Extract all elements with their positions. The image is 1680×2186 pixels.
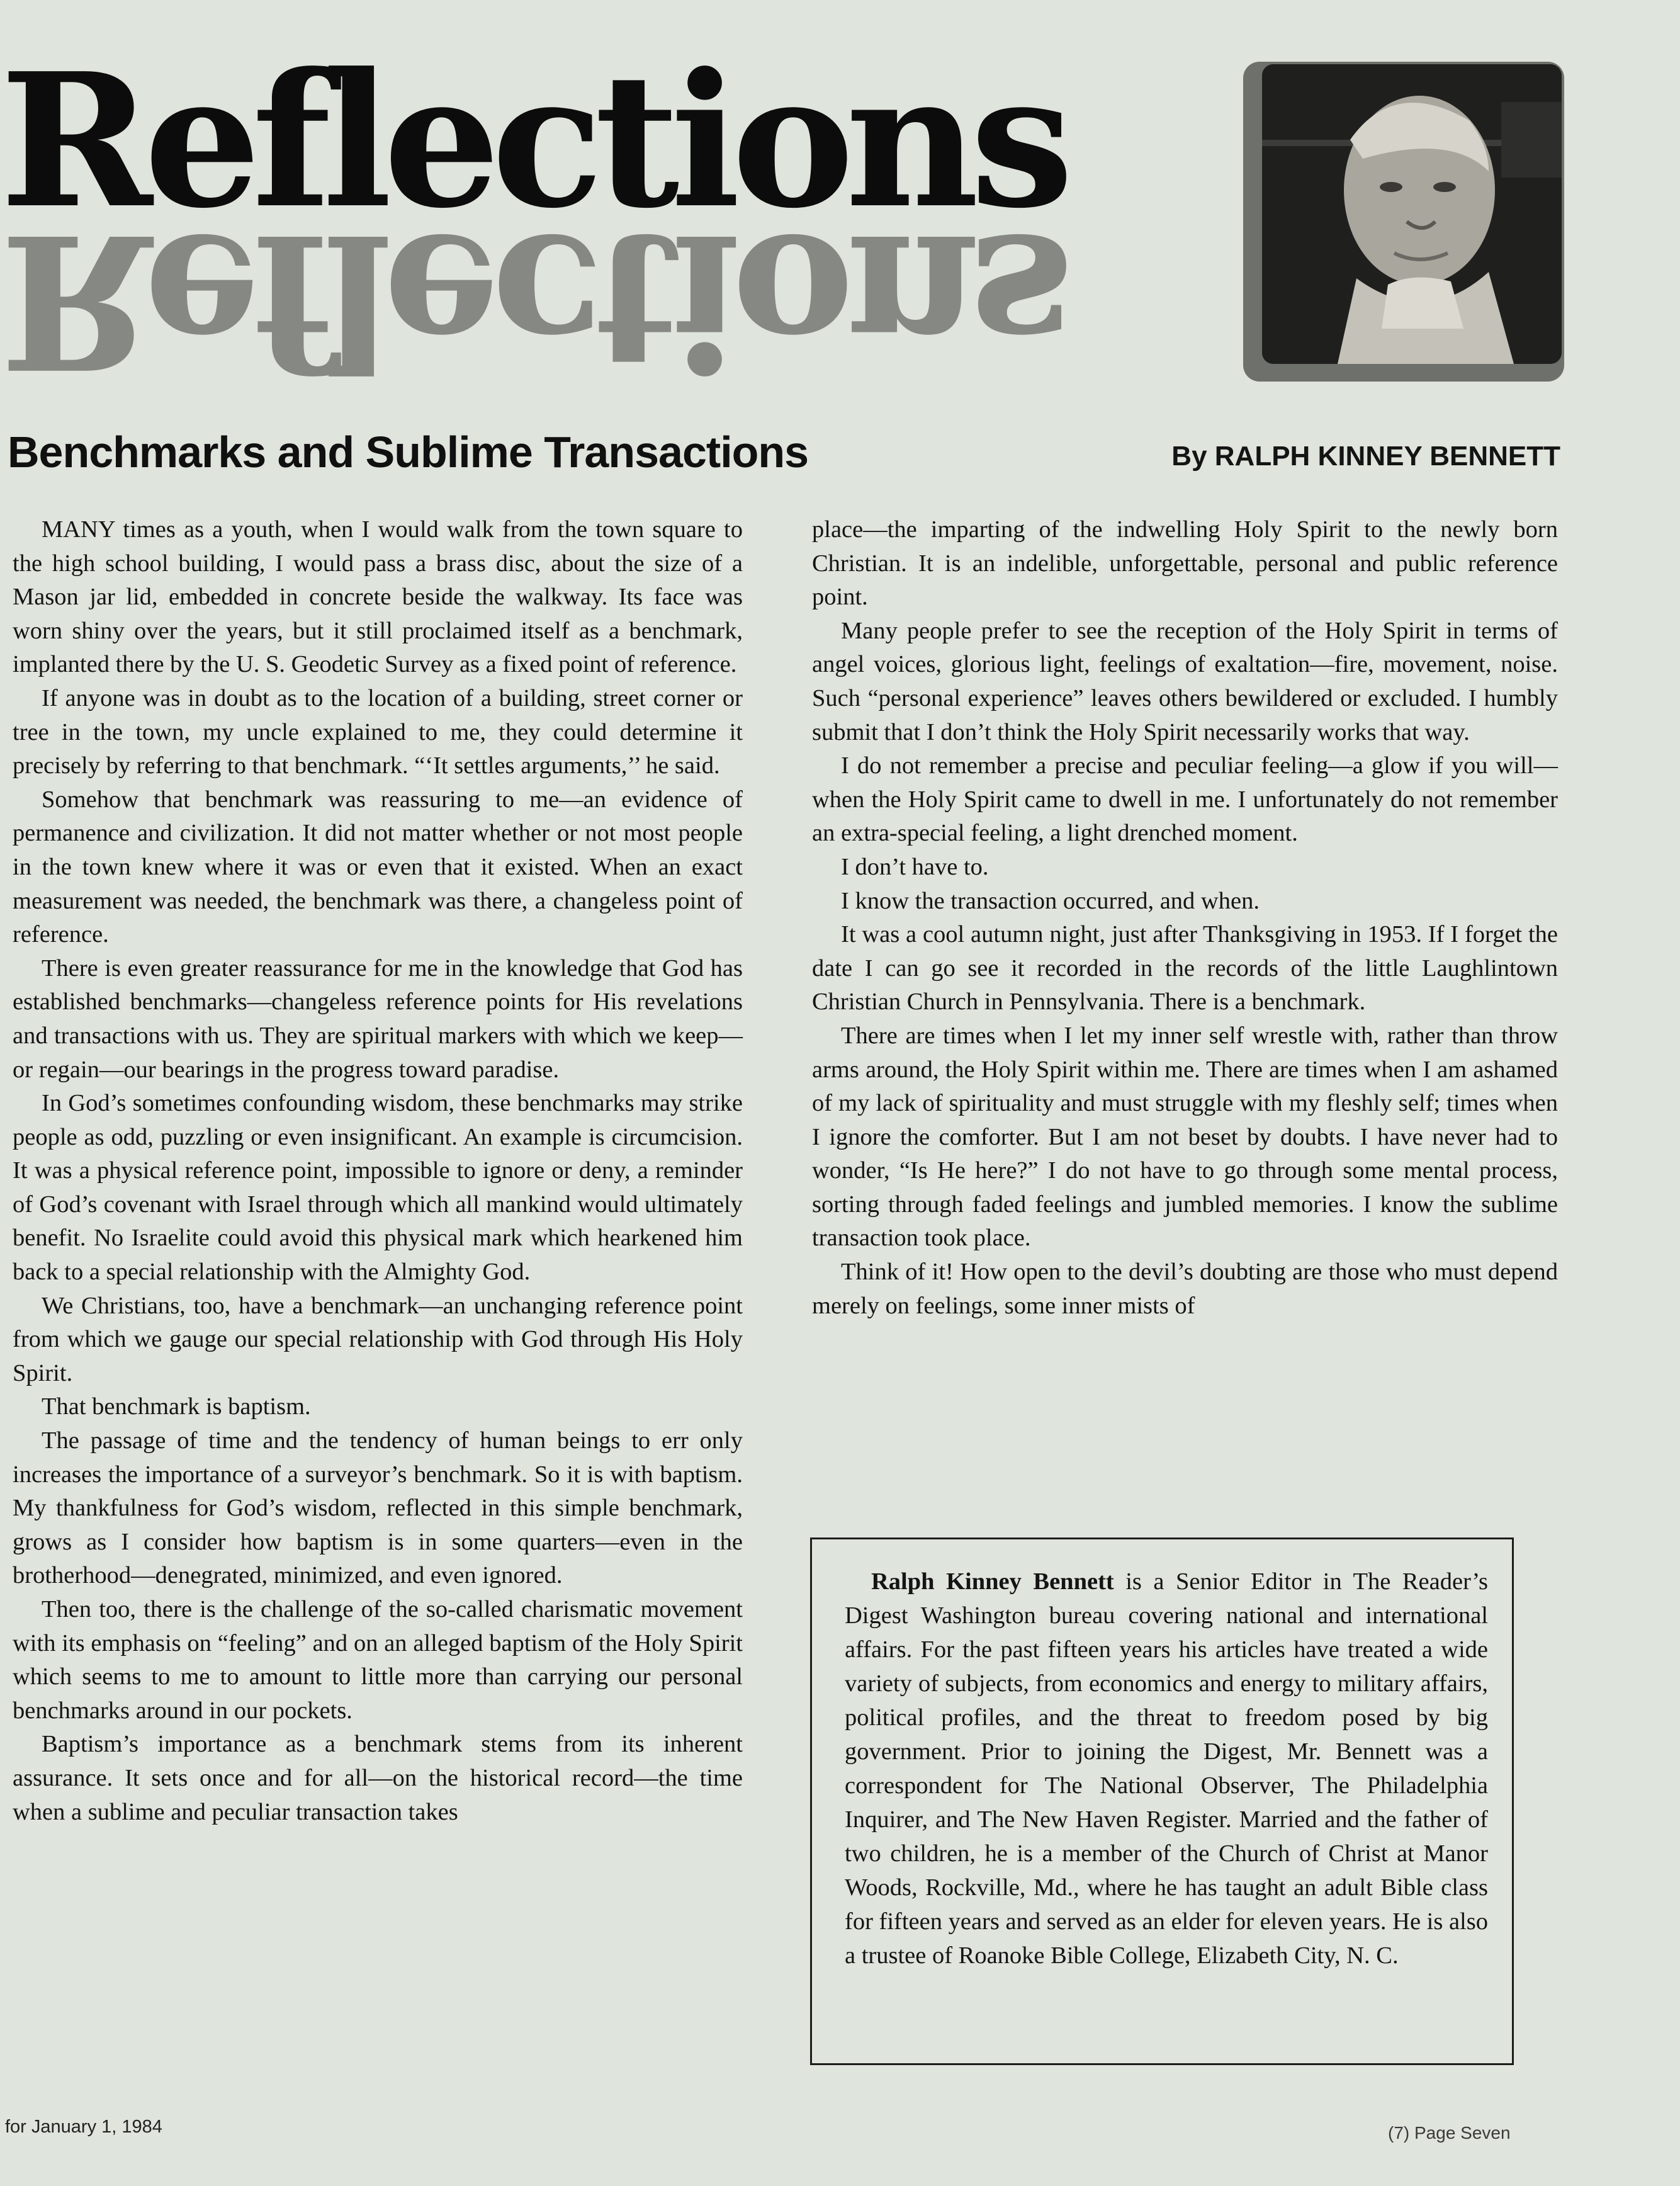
author-bio-name: Ralph Kinney Bennett [871, 1568, 1114, 1595]
banner [0, 33, 1680, 409]
page-number: (7) Page Seven [1388, 2123, 1511, 2143]
banner-title-reflection: Reflections [0, 193, 1065, 409]
paragraph: Many people prefer to see the reception of the Holy Spirit in terms of angel voices, glorious light, feelings of exaltation—fire, movement, noise. Such “personal experience” leaves others bewildered or excluded. I humbly submit that I don’t think the Holy Spirit necessarily works that way. [812, 617, 1558, 745]
author-bio-text: is a Senior Editor in The Reader’s Digest Washington bureau covering national and international affairs. For the past fifteen years his articles have treated a wide variety of subjects, from economics and energy to military affairs, political profiles, and the threat to freedom posed by big government. Prior to joining the Digest, Mr. Bennett was a correspondent for The National Observer, The Philadelphia Inquirer, and The New Haven Register. Married and the father of two children, he is a member of the Church of Christ at Manor Woods, Rockville, Md., where he has taught an adult Bible class for fifteen years and served as an elder for eleven years. He is also a trustee of Roanoke Bible College, Elizabeth City, N. C. [845, 1568, 1488, 1969]
author-bio-box [810, 1538, 1514, 2065]
paragraph: The passage of time and the tendency of human beings to err only increases the importance of a surveyor’s benchmark. So it is with baptism. My thankfulness for God’s wisdom, reflected in this simple benchmark, grows as I consider how baptism is in some quarters—even in the brotherhood—denegrated, minimized, and even ignored. [13, 1427, 743, 1589]
paragraph: Baptism’s importance as a benchmark stems from its inherent assurance. It sets once and for all—on the historical record—the time when a sublime and peculiar transaction takes [13, 1731, 743, 1825]
paragraph: It was a cool autumn night, just after Thanksgiving in 1953. If I forget the date I can go see it recorded in the records of the little Laughlintown Christian Church in Pennsylvania. There is a benchmark. [812, 921, 1558, 1016]
left-column [13, 513, 743, 1829]
paragraph: MANY times as a youth, when I would walk from the town square to the high school building, I would pass a brass disc, about the size of a Mason jar lid, embedded in concrete beside the walkway. Its face was worn shiny over the years, but it still proclaimed itself as a benchmark, implanted there by the U. S. Geodetic Survey as a fixed point of reference. [13, 516, 743, 678]
author-bio [845, 1565, 1488, 1973]
right-column [812, 513, 1558, 1323]
paragraph: In God’s sometimes confounding wisdom, these benchmarks may strike people as odd, puzzling or even insignificant. An example is circumcision. It was a physical reference point, impossible to ignore or deny, a reminder of God’s covenant with Israel through which all mankind would ultimately benefit. No Israelite could avoid this physical mark which hearkened him back to a special relationship with the Almighty God. [13, 1090, 743, 1286]
issue-date: for January 1, 1984 [5, 2117, 162, 2137]
paragraph: place—the imparting of the indwelling Holy Spirit to the newly born Christian. It is an indelible, unforgettable, personal and public reference point. [812, 516, 1558, 611]
paragraph: Think of it! How open to the devil’s doubting are those who must depend merely on feelings, some inner mists of [812, 1259, 1558, 1319]
paragraph: That benchmark is baptism. [42, 1393, 311, 1420]
paragraph: There are times when I let my inner self wrestle with, rather than throw arms around, the Holy Spirit within me. There are times when I am ashamed of my lack of spirituality and must struggle with my fleshly self; times when I ignore the comforter. But I am not beset by doubts. I have never had to wonder, “Is He here?” I do not have to go through some mental process, sorting through faded feelings and jumbled memories. I know the sublime transaction took place. [812, 1022, 1558, 1252]
paragraph: If anyone was in doubt as to the location of a building, street corner or tree in the town, my uncle explained to me, they could determine it precisely by referring to that benchmark. “‘It settles arguments,’’ he said. [13, 684, 743, 779]
paragraph: I do not remember a precise and peculiar feeling—a glow if you will—when the Holy Spirit came to dwell in me. I unfortunately do not remember an extra-special feeling, a light drenched moment. [812, 752, 1558, 847]
author-photo [1262, 64, 1562, 364]
article-byline: By RALPH KINNEY BENNETT [1171, 441, 1560, 472]
banner-title: Reflections [0, 33, 1065, 249]
paragraph: I don’t have to. [841, 853, 989, 880]
paragraph: Then too, there is the challenge of the so-called charismatic movement with its emphasis on “feeling” and on an alleged baptism of the Holy Spirit which seems to me to amount to little more than carrying our personal benchmarks around in our pockets. [13, 1596, 743, 1724]
article-headline: Benchmarks and Sublime Transactions [8, 428, 809, 477]
paragraph: We Christians, too, have a benchmark—an unchanging reference point from which we gauge our special relationship with God through His Holy Spirit. [13, 1292, 743, 1386]
paragraph: Somehow that benchmark was reassuring to me—an evidence of permanence and civilization. It did not matter whether or not most people in the town knew where it was or even that it existed. When an exact measurement was needed, the benchmark was there, a changeless point of reference. [13, 786, 743, 948]
paragraph: I know the transaction occurred, and when. [841, 887, 1260, 914]
paragraph: There is even greater reassurance for me in the knowledge that God has established benchmarks—changeless reference points for His revelations and transactions with us. They are spiritual markers with which we keep—or regain—our bearings in the progress toward paradise. [13, 954, 743, 1083]
